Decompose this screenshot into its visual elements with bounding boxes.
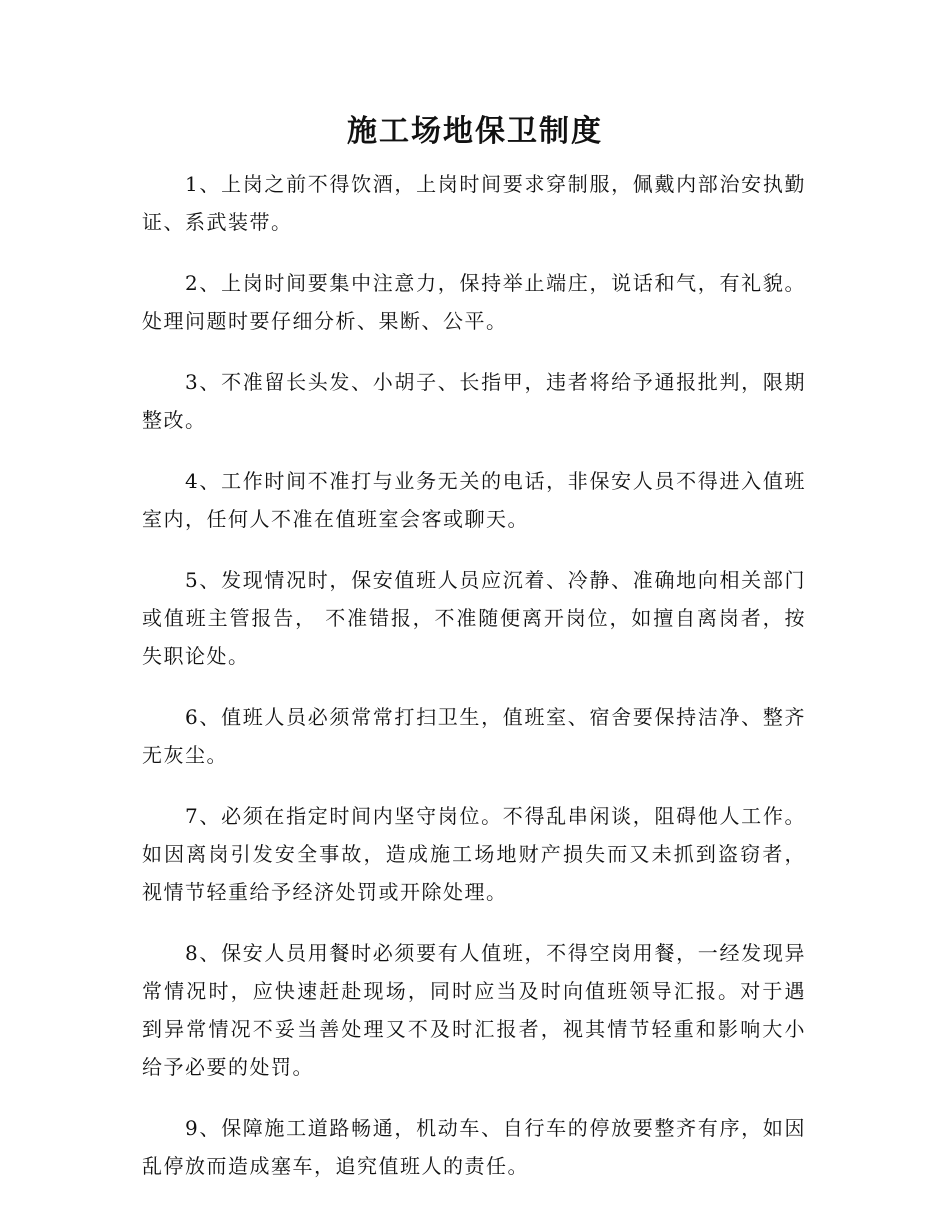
rule-paragraph-2: 2、上岗时间要集中注意力，保持举止端庄，说话和气，有礼貌。处理问题时要仔细分析、果断、公平。 <box>142 271 806 333</box>
document-title: 施工场地保卫制度 <box>347 114 603 149</box>
rule-paragraph-1: 1、上岗之前不得饮酒，上岗时间要求穿制服，佩戴内部治安执勤证、系武装带。 <box>142 172 806 234</box>
rule-paragraph-7: 7、必须在指定时间内坚守岗位。不得乱串闲谈，阻碍他人工作。如因离岗引发安全事故，造成施工场地财产损失而又未抓到盗窃者，视情节轻重给予经济处罚或开除处理。 <box>142 804 806 904</box>
rule-paragraph-5: 5、发现情况时，保安值班人员应沉着、冷静、准确地向相关部门或值班主管报告， 不准错报，不准随便离开岗位，如擅自离岗者，按失职论处。 <box>142 568 806 668</box>
rule-paragraph-6: 6、值班人员必须常常打扫卫生，值班室、宿舍要保持洁净、整齐无灰尘。 <box>142 705 806 767</box>
rule-paragraph-9: 9、保障施工道路畅通，机动车、自行车的停放要整齐有序，如因乱停放而造成塞车，追究值班人的责任。 <box>142 1116 806 1178</box>
rule-paragraph-4: 4、工作时间不准打与业务无关的电话，非保安人员不得进入值班室内，任何人不准在值班室会客或聊天。 <box>142 469 806 531</box>
document-body <box>142 165 806 1208</box>
rule-paragraph-3: 3、不准留长头发、小胡子、长指甲，违者将给予通报批判，限期整改。 <box>142 370 806 432</box>
rule-paragraph-8: 8、保安人员用餐时必须要有人值班，不得空岗用餐，一经发现异常情况时，应快速赶赴现场，同时应当及时向值班领导汇报。对于遇到异常情况不妥当善处理又不及时汇报者，视其情节轻重和影响大小给予必要的处罚。 <box>142 941 806 1079</box>
